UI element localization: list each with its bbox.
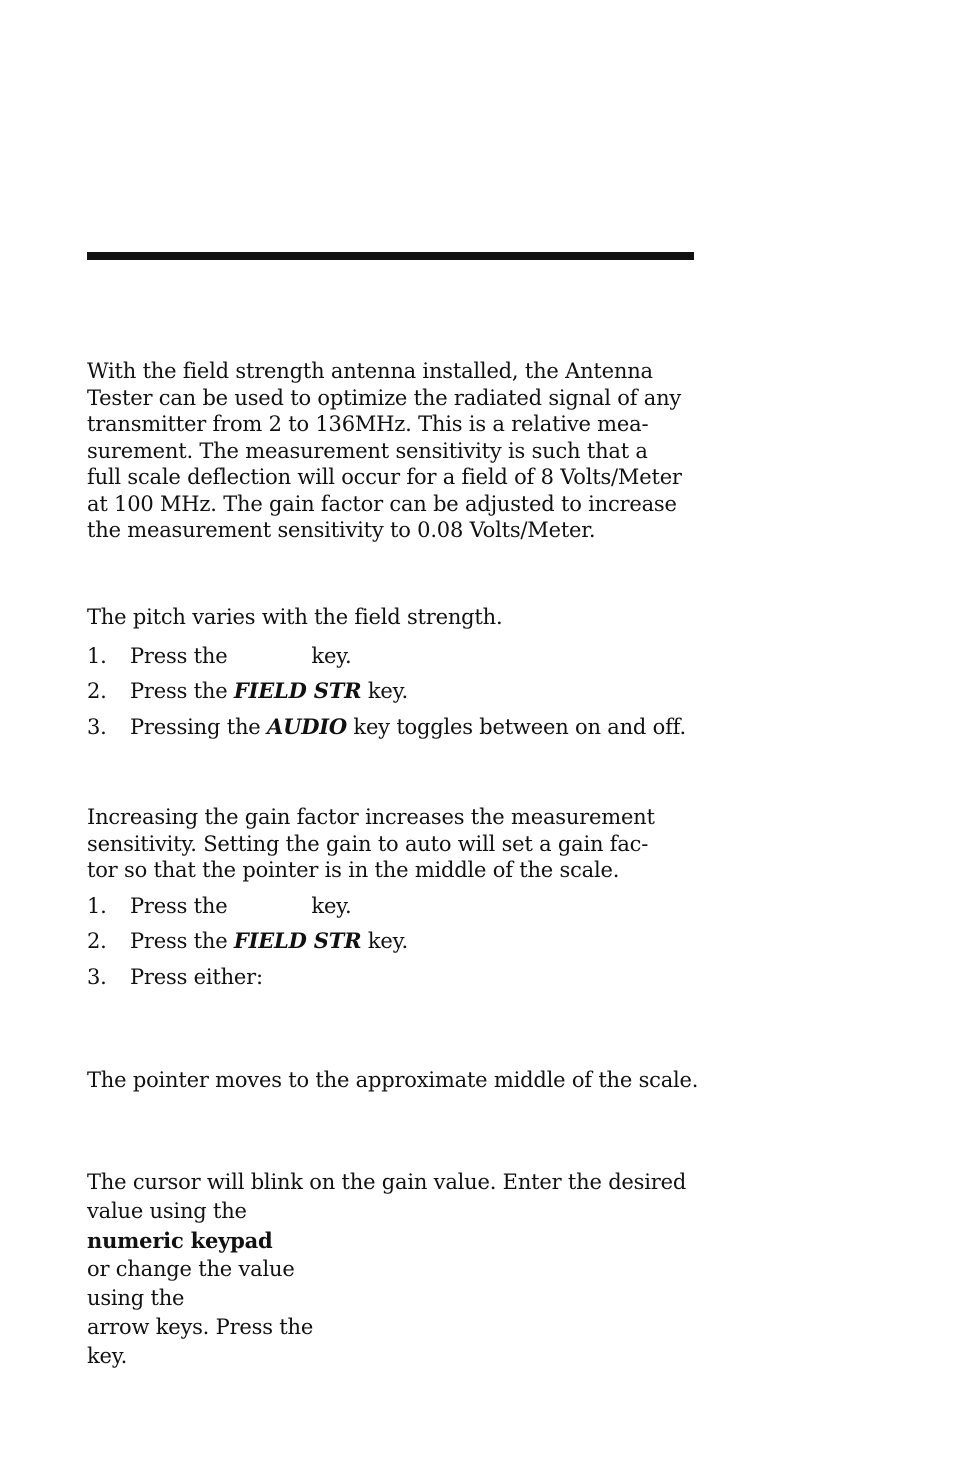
field-str-key: FIELD STR [233, 678, 362, 703]
step-pre: Press the [130, 644, 228, 668]
step-number: 2. [87, 929, 107, 953]
auto-result-text: The pointer moves to the approximate middle of the scale. [87, 1068, 699, 1092]
section-rule [87, 252, 694, 260]
audio-intro-text: The pitch varies with the field strength. [87, 605, 503, 629]
manual-pre: using the [87, 1286, 185, 1310]
gain-paragraph [87, 804, 707, 884]
manual-line-2 [87, 1197, 707, 1284]
step-number: 1. [87, 894, 107, 918]
step-number: 3. [87, 965, 107, 989]
intro-line: full scale deflection will occur for a field of 8 Volts/Meter [87, 465, 682, 489]
gain-line: sensitivity. Setting the gain to auto will set a gain fac- [87, 831, 649, 856]
step-pre: Press the [130, 679, 228, 703]
step-text [130, 714, 686, 740]
step-text: Press either: [130, 965, 263, 989]
step-text [130, 678, 408, 704]
audio-intro [87, 604, 707, 631]
manual-post: key. [87, 1344, 128, 1368]
audio-key: AUDIO [267, 714, 347, 739]
intro-line: surement. The measurement sensitivity is such that a [87, 438, 648, 463]
step-text [130, 893, 352, 919]
manual-pre: value using the [87, 1199, 247, 1223]
step-post: key. [311, 894, 352, 918]
manual-line-1: The cursor will blink on the gain value. Enter the desired [87, 1170, 687, 1194]
step-post: key. [367, 679, 408, 703]
manual-post: or change the value [87, 1257, 295, 1281]
gain-line: tor so that the pointer is in the middle of the scale. [87, 858, 620, 882]
field-str-key: FIELD STR [233, 928, 362, 953]
intro-line: at 100 MHz. The gain factor can be adjusted to increase [87, 491, 677, 516]
step-pre: Pressing the [130, 715, 261, 739]
manual-line-3 [87, 1284, 707, 1371]
intro-paragraph [87, 358, 707, 544]
step-post: key. [367, 929, 408, 953]
step-post: key toggles between on and off. [353, 715, 686, 739]
step-number: 2. [87, 679, 107, 703]
step-number: 3. [87, 715, 107, 739]
step-number: 1. [87, 644, 107, 668]
numeric-keypad-key: numeric keypad [87, 1228, 273, 1253]
manual-mid: arrow keys. Press the [87, 1315, 314, 1339]
intro-line: Tester can be used to optimize the radiated signal of any [87, 385, 682, 410]
intro-line: transmitter from 2 to 136MHz. This is a relative mea- [87, 412, 649, 436]
manual-paragraph [87, 1168, 707, 1371]
step-pre: Press the [130, 929, 228, 953]
step-pre: Press the [130, 894, 228, 918]
step-text [130, 928, 408, 954]
intro-line: the measurement sensitivity to 0.08 Volts/Meter. [87, 518, 596, 542]
intro-line: With the field strength antenna installed, the Antenna [87, 359, 653, 383]
gain-line: Increasing the gain factor increases the measurement [87, 805, 655, 829]
step-post: key. [311, 644, 352, 668]
step-text [130, 643, 352, 669]
auto-result [87, 1067, 707, 1094]
